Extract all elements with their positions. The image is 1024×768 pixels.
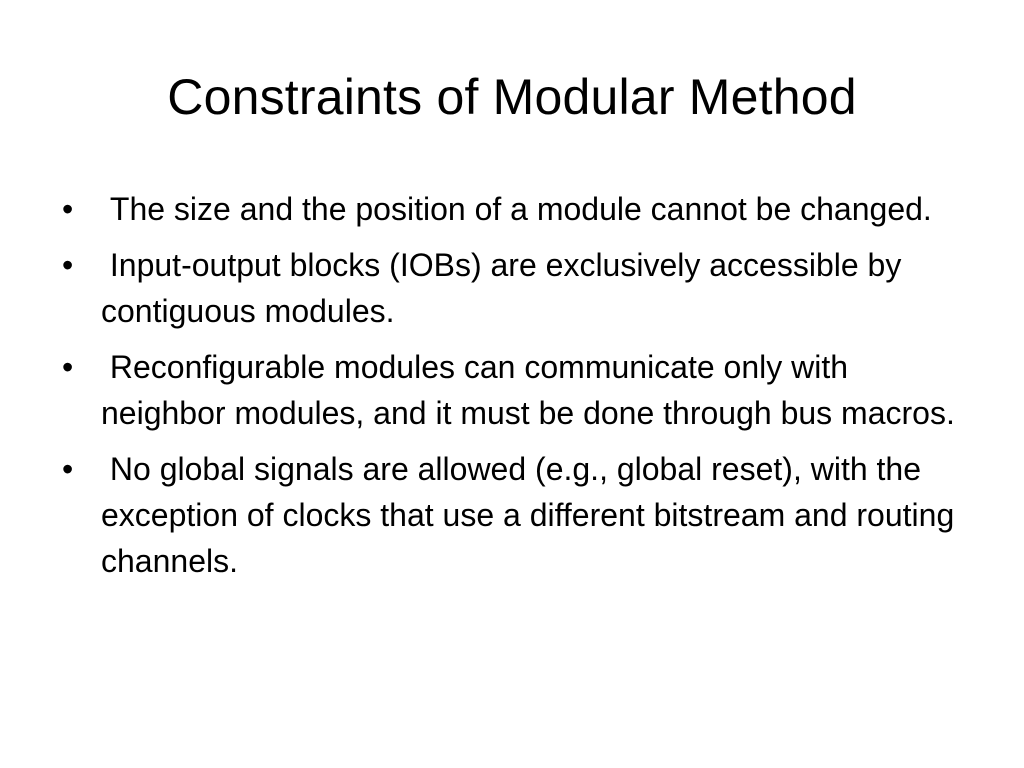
bullet-list <box>62 186 962 594</box>
slide-title: Constraints of Modular Method <box>167 69 857 125</box>
bullet-dot-icon: • <box>62 191 74 227</box>
bullet-item <box>62 344 962 436</box>
bullet-text: Reconfigurable modules can communicate only with neighbor modules, and it must be done through bus macros. <box>101 349 955 431</box>
bullet-text: No global signals are allowed (e.g., global reset), with the exception of clocks that use a different bitstream and routing channels. <box>101 451 964 579</box>
bullet-item <box>62 242 962 334</box>
bullet-item <box>62 186 962 232</box>
bullet-dot-icon: • <box>62 451 74 487</box>
bullet-text: Input-output blocks (IOBs) are exclusively accessible by contiguous modules. <box>101 247 911 329</box>
bullet-text: The size and the position of a module cannot be changed. <box>101 191 932 227</box>
bullet-dot-icon: • <box>62 247 74 283</box>
bullet-item <box>62 446 962 584</box>
bullet-dot-icon: • <box>62 349 74 385</box>
